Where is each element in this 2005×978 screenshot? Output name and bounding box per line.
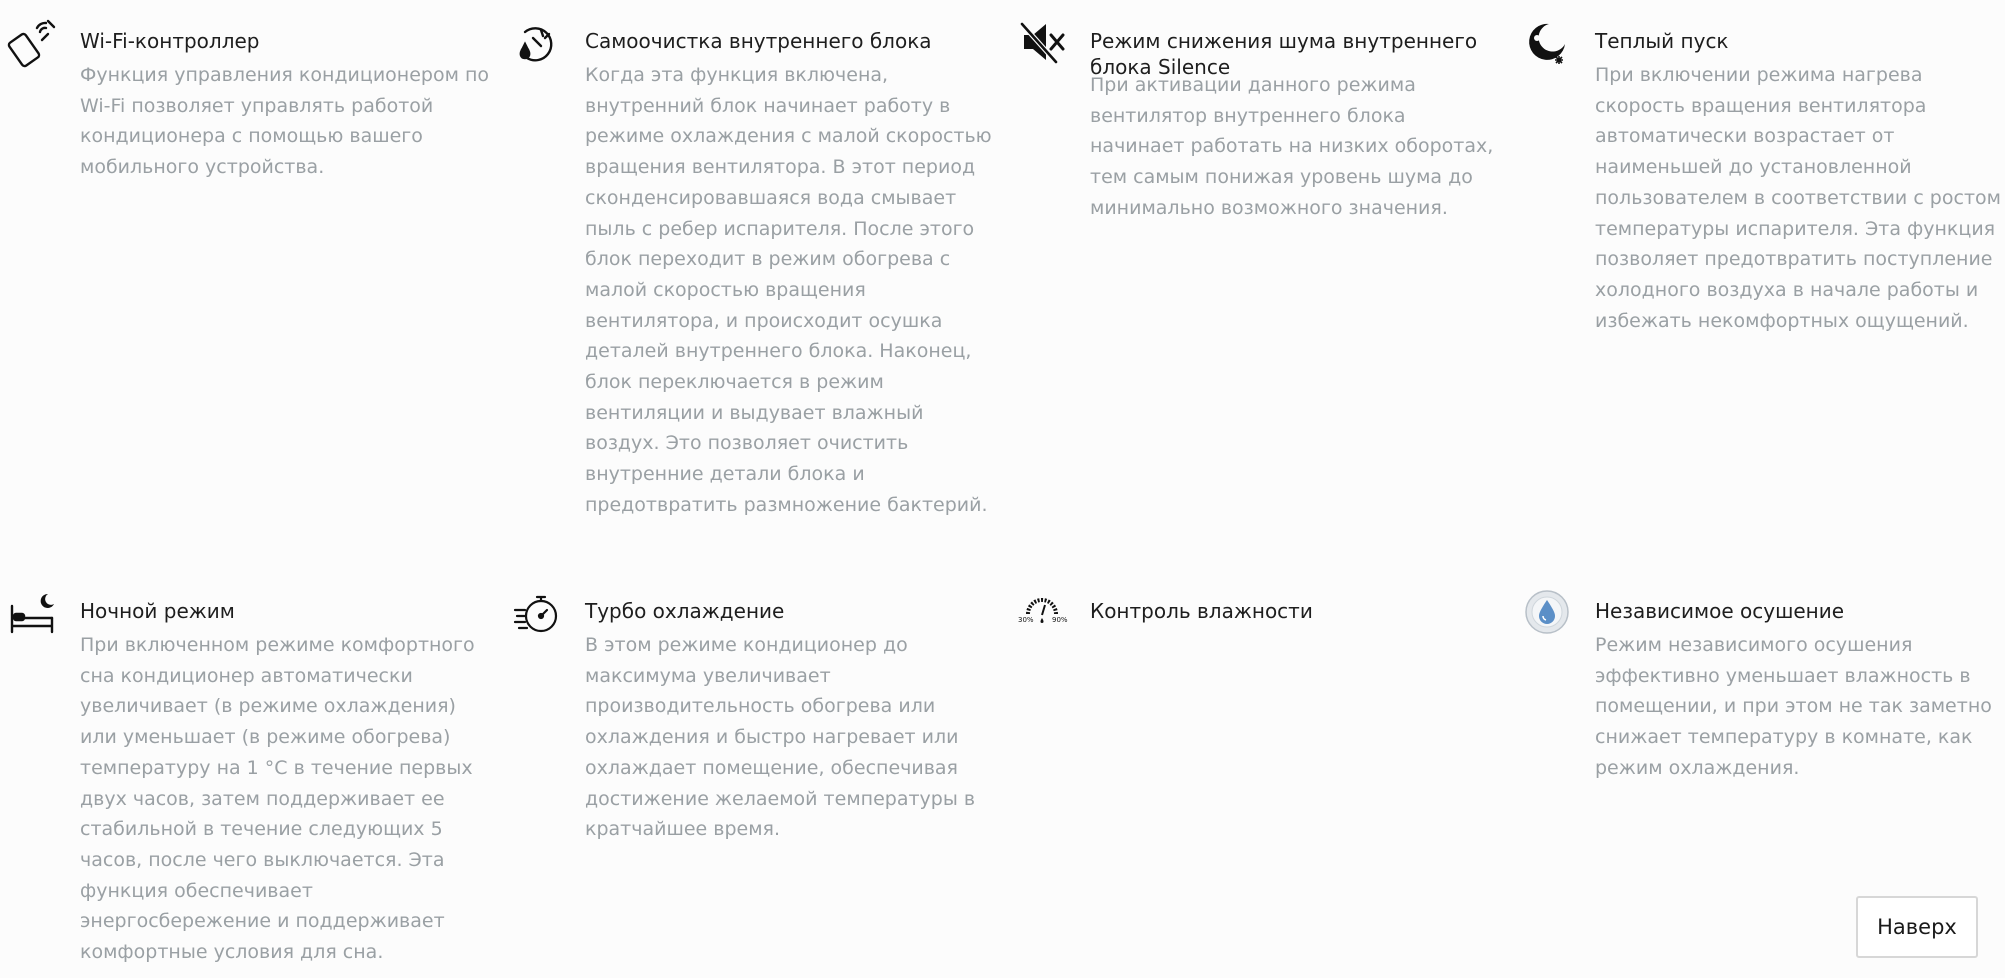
turbo-stopwatch-icon [513,588,561,636]
feature-title: Ночной режим [80,599,235,623]
feature-description: Когда эта функция включена, внутренний блок начинает работу в режиме охлаждения с малой скоростью вращения вентилятора. В этот период сконденсировавшаяся вода смывает пыль с ребер испарителя. После этого блок переходит в режим обогрева с малой скоростью вращения вентилятора, и происходит осушка деталей внутреннего блока. Наконец, блок переключается в режим вентиляции и выдувает влажный воздух. Это позволяет очистить внутренние детали блока и предотвратить размножение бактерий. [585,64,992,516]
humidity-gauge-icon [1018,588,1066,636]
self-clean-icon [513,18,561,66]
back-to-top-button[interactable]: Наверх [1856,896,1978,958]
feature-description: При включении режима нагрева скорость вращения вентилятора автоматически возрастает от наименьшей до установленной пользователем в соответствии с ростом температуры испарителя. Эта функция позволяет предотвратить поступление холодного воздуха в начале работы и избежать некомфортных ощущений. [1595,64,2001,332]
feature-description: Режим независимого осушения эффективно уменьшает влажность в помещении, и при этом не так заметно снижает температуру в комнате, как режим охлаждения. [1595,634,1992,779]
feature-title: Теплый пуск [1595,29,1729,53]
feature-description: При активации данного режима вентилятор внутреннего блока начинает работать на низких оборотах, тем самым понижая уровень шума до минимально возможного значения. [1090,74,1494,219]
warm-start-icon [1523,18,1571,66]
feature-title: Контроль влажности [1090,599,1313,623]
night-bed-icon [8,588,56,636]
mute-speaker-icon [1018,18,1066,66]
feature-title: Независимое осушение [1595,599,1845,623]
feature-title: Wi-Fi-контроллер [80,29,260,53]
dry-drop-icon [1523,588,1571,636]
feature-description: При включенном режиме комфортного сна кондиционер автоматически увеличивает (в режиме охлаждения) или уменьшает (в режиме обогрева) температуру на 1 °C в течение первых двух часов, затем поддерживает ее стабильной в течение следующих 5 часов, после чего выключается. Эта функция обеспечивает энергосбережение и поддерживает комфортные условия для сна. [80,634,475,964]
feature-title: Самоочистка внутреннего блока [585,29,932,53]
feature-description: Функция управления кондиционером по Wi-Fi позволяет управлять работой кондиционера с помощью вашего мобильного устройства. [80,64,490,179]
feature-description: В этом режиме кондиционер до максимума увеличивает производительность обогрева или охлаждения и быстро нагревает или охлаждает помещение, обеспечивая достижение желаемой температуры в кратчайшее время. [585,634,976,841]
feature-title: Турбо охлаждение [585,599,785,623]
wifi-phone-icon [8,18,56,66]
humidity-high-label: 90% [1052,616,1068,624]
feature-title: Режим снижения шума внутреннего блока Silence [1090,29,1478,79]
humidity-low-label: 30% [1018,616,1034,624]
